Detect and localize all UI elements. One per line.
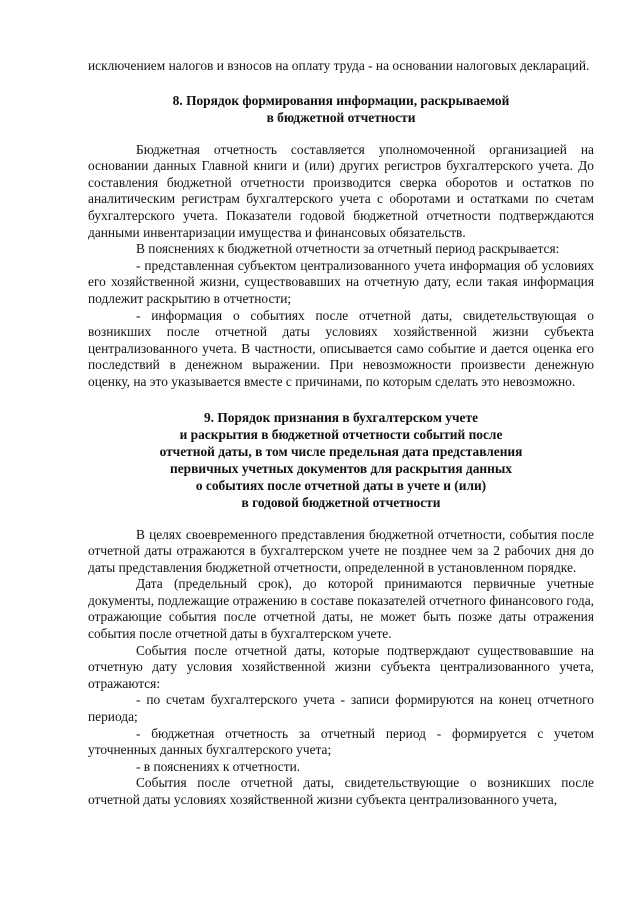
paragraph: В целях своевременного представления бюджетной отчетности, события после отчетной даты отражаются в бухгалтерском учете не позднее чем за 2 рабочих дня до даты представления бюджетной отчетности, определенной в установленном порядке. xyxy=(88,526,594,575)
heading-line: отчетной даты, в том числе предельная дата представления xyxy=(159,443,523,459)
heading-line: первичных учетных документов для раскрытия данных xyxy=(170,460,512,476)
paragraph: События после отчетной даты, которые подтверждают существовавшие на отчетную дату условия хозяйственной жизни субъекта централизованного учета, отражаются: xyxy=(88,642,594,691)
heading-line: 8. Порядок формирования информации, раскрываемой xyxy=(172,92,510,108)
heading-line: в годовой бюджетной отчетности xyxy=(241,494,441,510)
paragraph: События после отчетной даты, свидетельствующие о возникших после отчетной даты условиях хозяйственной жизни субъекта централизованного учета, xyxy=(88,775,594,807)
paragraph: В пояснениях к бюджетной отчетности за отчетный период раскрывается: xyxy=(136,241,560,257)
paragraph: Бюджетная отчетность составляется уполномоченной организацией на основании данных Главной книги и (или) других регистров бухгалтерского учета. До составления бюджетной отчетности производится сверка оборотов и остатков по аналитическим регистрам бухгалтерского учета с оборотами и остатками по счетам бухгалтерского учета. Показатели годовой бюджетной отчетности подтверждаются данными инвентаризации имущества и финансовых обязательств. xyxy=(88,141,594,240)
section-8-heading xyxy=(88,92,594,126)
intro-paragraph: исключением налогов и взносов на оплату труда - на основании налоговых деклараций. xyxy=(88,58,590,73)
heading-line: и раскрытия в бюджетной отчетности событий после xyxy=(179,426,503,442)
paragraph: - в пояснениях к отчетности. xyxy=(136,758,301,774)
paragraph: - бюджетная отчетность за отчетный период - формируется с учетом уточненных данных бухгалтерского учета; xyxy=(88,725,594,758)
document-page xyxy=(88,58,594,809)
heading-line: 9. Порядок признания в бухгалтерском учете xyxy=(203,409,479,425)
heading-line: о событиях после отчетной даты в учете и (или) xyxy=(195,477,487,493)
paragraph: - информация о событиях после отчетной даты, свидетельствующая о возникших после отчетной даты условиях хозяйственной жизни субъекта централизованного учета. В частности, описывается само событие и дается оценка его последствий в денежном выражении. При невозможности произвести денежную оценку, на это указывается вместе с причинами, по которым сделать это невозможно. xyxy=(88,307,594,389)
paragraph: Дата (предельный срок), до которой принимаются первичные учетные документы, подлежащие отражению в составе показателей отчетного финансового года, отражающие события после отчетной даты, не может быть позже даты отражения события после отчетной даты в бухгалтерском учете. xyxy=(88,576,594,642)
heading-line: в бюджетной отчетности xyxy=(266,109,416,125)
paragraph: - представленная субъектом централизованного учета информация об условиях его хозяйственной жизни, существовавших на отчетную дату, если такая информация подлежит раскрытию в отчетности; xyxy=(88,257,594,306)
section-9-heading xyxy=(88,409,594,511)
paragraph: - по счетам бухгалтерского учета - записи формируются на конец отчетного периода; xyxy=(88,692,594,725)
